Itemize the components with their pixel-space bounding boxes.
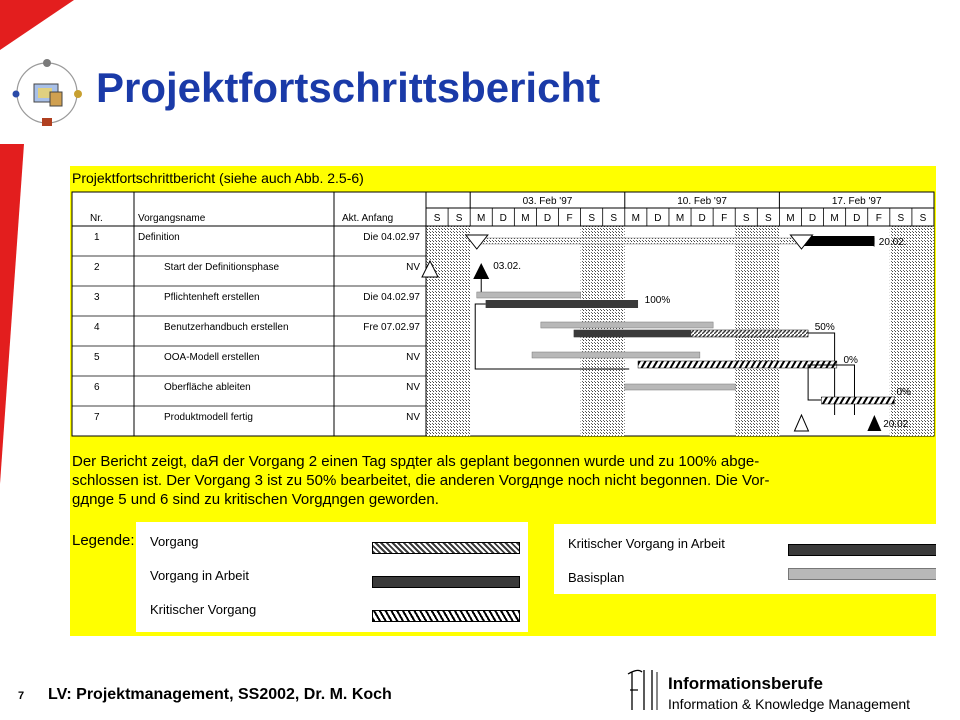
day-label: D <box>808 213 817 224</box>
legend-item-label: Vorgang in Arbeit <box>150 568 250 583</box>
progress-bar <box>574 330 691 337</box>
task-name: Benutzerhandbuch erstellen <box>164 322 289 333</box>
day-label: M <box>477 213 486 224</box>
day-label: D <box>543 213 552 224</box>
task-name: Produktmodell fertig <box>164 412 253 423</box>
legend-label: Legende: <box>72 532 135 549</box>
task-start: NV <box>406 382 420 393</box>
bar-label: 100% <box>644 295 671 306</box>
task-number: 3 <box>94 292 100 303</box>
bar-label: 03.02. <box>493 261 522 272</box>
day-label: F <box>566 213 573 224</box>
task-name: Oberfläche ableiten <box>164 382 251 393</box>
bar-label: 50% <box>814 322 835 333</box>
bar-label: 20.02. <box>883 419 912 430</box>
weekend-shading <box>448 226 470 436</box>
legend-item-label: Kritischer Vorgang <box>150 602 257 617</box>
task-start: Die 04.02.97 <box>363 232 420 243</box>
figure-caption: Projektfortschrittbericht (siehe auch Abb. 2.5-6) <box>72 170 364 186</box>
legend-box-left <box>136 522 528 632</box>
week-label: 17. Feb '97 <box>831 196 882 207</box>
slide-title: Projektfortschrittsbericht <box>96 64 601 111</box>
department-name: Informationsberufe <box>668 674 823 693</box>
weekend-shading <box>426 226 448 436</box>
legend-swatch-in-arbeit <box>372 576 520 588</box>
task-number: 2 <box>94 262 100 273</box>
day-label: S <box>897 213 905 224</box>
task-number: 4 <box>94 322 100 333</box>
day-label: D <box>698 213 706 224</box>
task-number: 1 <box>94 232 100 243</box>
day-label: F <box>721 213 728 224</box>
baseline-bar <box>625 384 735 390</box>
task-start: Fre 07.02.97 <box>363 322 420 333</box>
report-line: Der Bericht zeigt, daЯ der Vorgang 2 einen Tag spдter als geplant begonnen wurde und zu 100% abge- <box>72 453 760 470</box>
task-start: Die 04.02.97 <box>363 292 420 303</box>
task-name: Pflichtenheft erstellen <box>164 292 260 303</box>
task-number: 7 <box>94 412 100 423</box>
bar-label: 20.02. <box>878 237 907 248</box>
summary-bar <box>801 236 874 246</box>
task-start: NV <box>406 412 420 423</box>
legend-swatch-kritisch <box>372 610 520 622</box>
column-header: Akt. Anfang <box>342 213 394 224</box>
project-logo-icon <box>6 52 88 134</box>
baseline-bar <box>541 322 713 328</box>
legend-box-right <box>554 524 936 594</box>
decor-stripe-left <box>0 144 24 484</box>
report-line: schlossen ist. Der Vorgang 3 ist zu 50% bearbeitet, die anderen Vorgдnge noch nicht begonnen. Die Vor- <box>72 472 770 489</box>
report-text <box>72 452 770 509</box>
task-name: Start der Definitionsphase <box>164 262 280 273</box>
day-label: S <box>765 213 772 224</box>
progress-bar <box>486 300 638 308</box>
legend-swatch-kritisch-in-arbeit <box>788 544 936 556</box>
day-label: M <box>830 213 839 224</box>
department-subtitle: Information & Knowledge Management <box>668 696 911 712</box>
weekend-shading <box>912 226 934 436</box>
column-header: Vorgangsname <box>138 213 206 224</box>
task-start: NV <box>406 352 420 363</box>
decor-stripe-top <box>0 0 74 50</box>
weekend-shading <box>890 226 912 436</box>
legend-item-label: Basisplan <box>568 570 625 585</box>
legend-swatch-basisplan <box>788 568 936 580</box>
day-label: D <box>654 213 662 224</box>
baseline-bar <box>477 292 581 298</box>
day-label: S <box>610 213 618 224</box>
bar-label: 0% <box>843 355 858 366</box>
course-footer: LV: Projektmanagement, SS2002, Dr. M. Koch <box>48 686 392 703</box>
day-label: F <box>875 213 882 224</box>
day-label: S <box>455 213 463 224</box>
legend-item-label: Kritischer Vorgang in Arbeit <box>568 536 725 551</box>
week-label: 03. Feb '97 <box>522 196 573 207</box>
task-number: 5 <box>94 352 100 363</box>
day-label: M <box>786 213 795 224</box>
task-number: 6 <box>94 382 100 393</box>
gantt-chart <box>70 166 936 438</box>
day-label: D <box>499 213 507 224</box>
bar-label: 0% <box>896 387 911 398</box>
day-label: S <box>919 213 927 224</box>
critical-bar <box>821 397 894 404</box>
report-line: gдnge 5 und 6 sind zu kritischen Vorgдngen geworden. <box>72 491 439 508</box>
day-label: M <box>521 213 530 224</box>
gantt-figure <box>70 166 936 636</box>
critical-bar <box>638 361 837 368</box>
page-number: 7 <box>18 690 25 702</box>
day-label: S <box>588 213 595 224</box>
day-label: S <box>742 213 750 224</box>
week-label: 10. Feb '97 <box>677 196 727 207</box>
day-label: M <box>631 213 640 224</box>
legend-item-label: Vorgang <box>150 534 199 549</box>
task-start: NV <box>406 262 420 273</box>
column-header: Nr. <box>90 213 103 224</box>
task-name: OOA-Modell erstellen <box>164 352 260 363</box>
department-logo-icon <box>626 664 664 716</box>
task-name: Definition <box>138 232 180 243</box>
gantt-table-bg <box>72 192 934 436</box>
day-label: S <box>433 213 441 224</box>
legend-swatch-vorgang <box>372 542 520 554</box>
baseline-bar <box>532 352 700 358</box>
day-label: M <box>675 213 685 224</box>
day-label: D <box>853 213 861 224</box>
